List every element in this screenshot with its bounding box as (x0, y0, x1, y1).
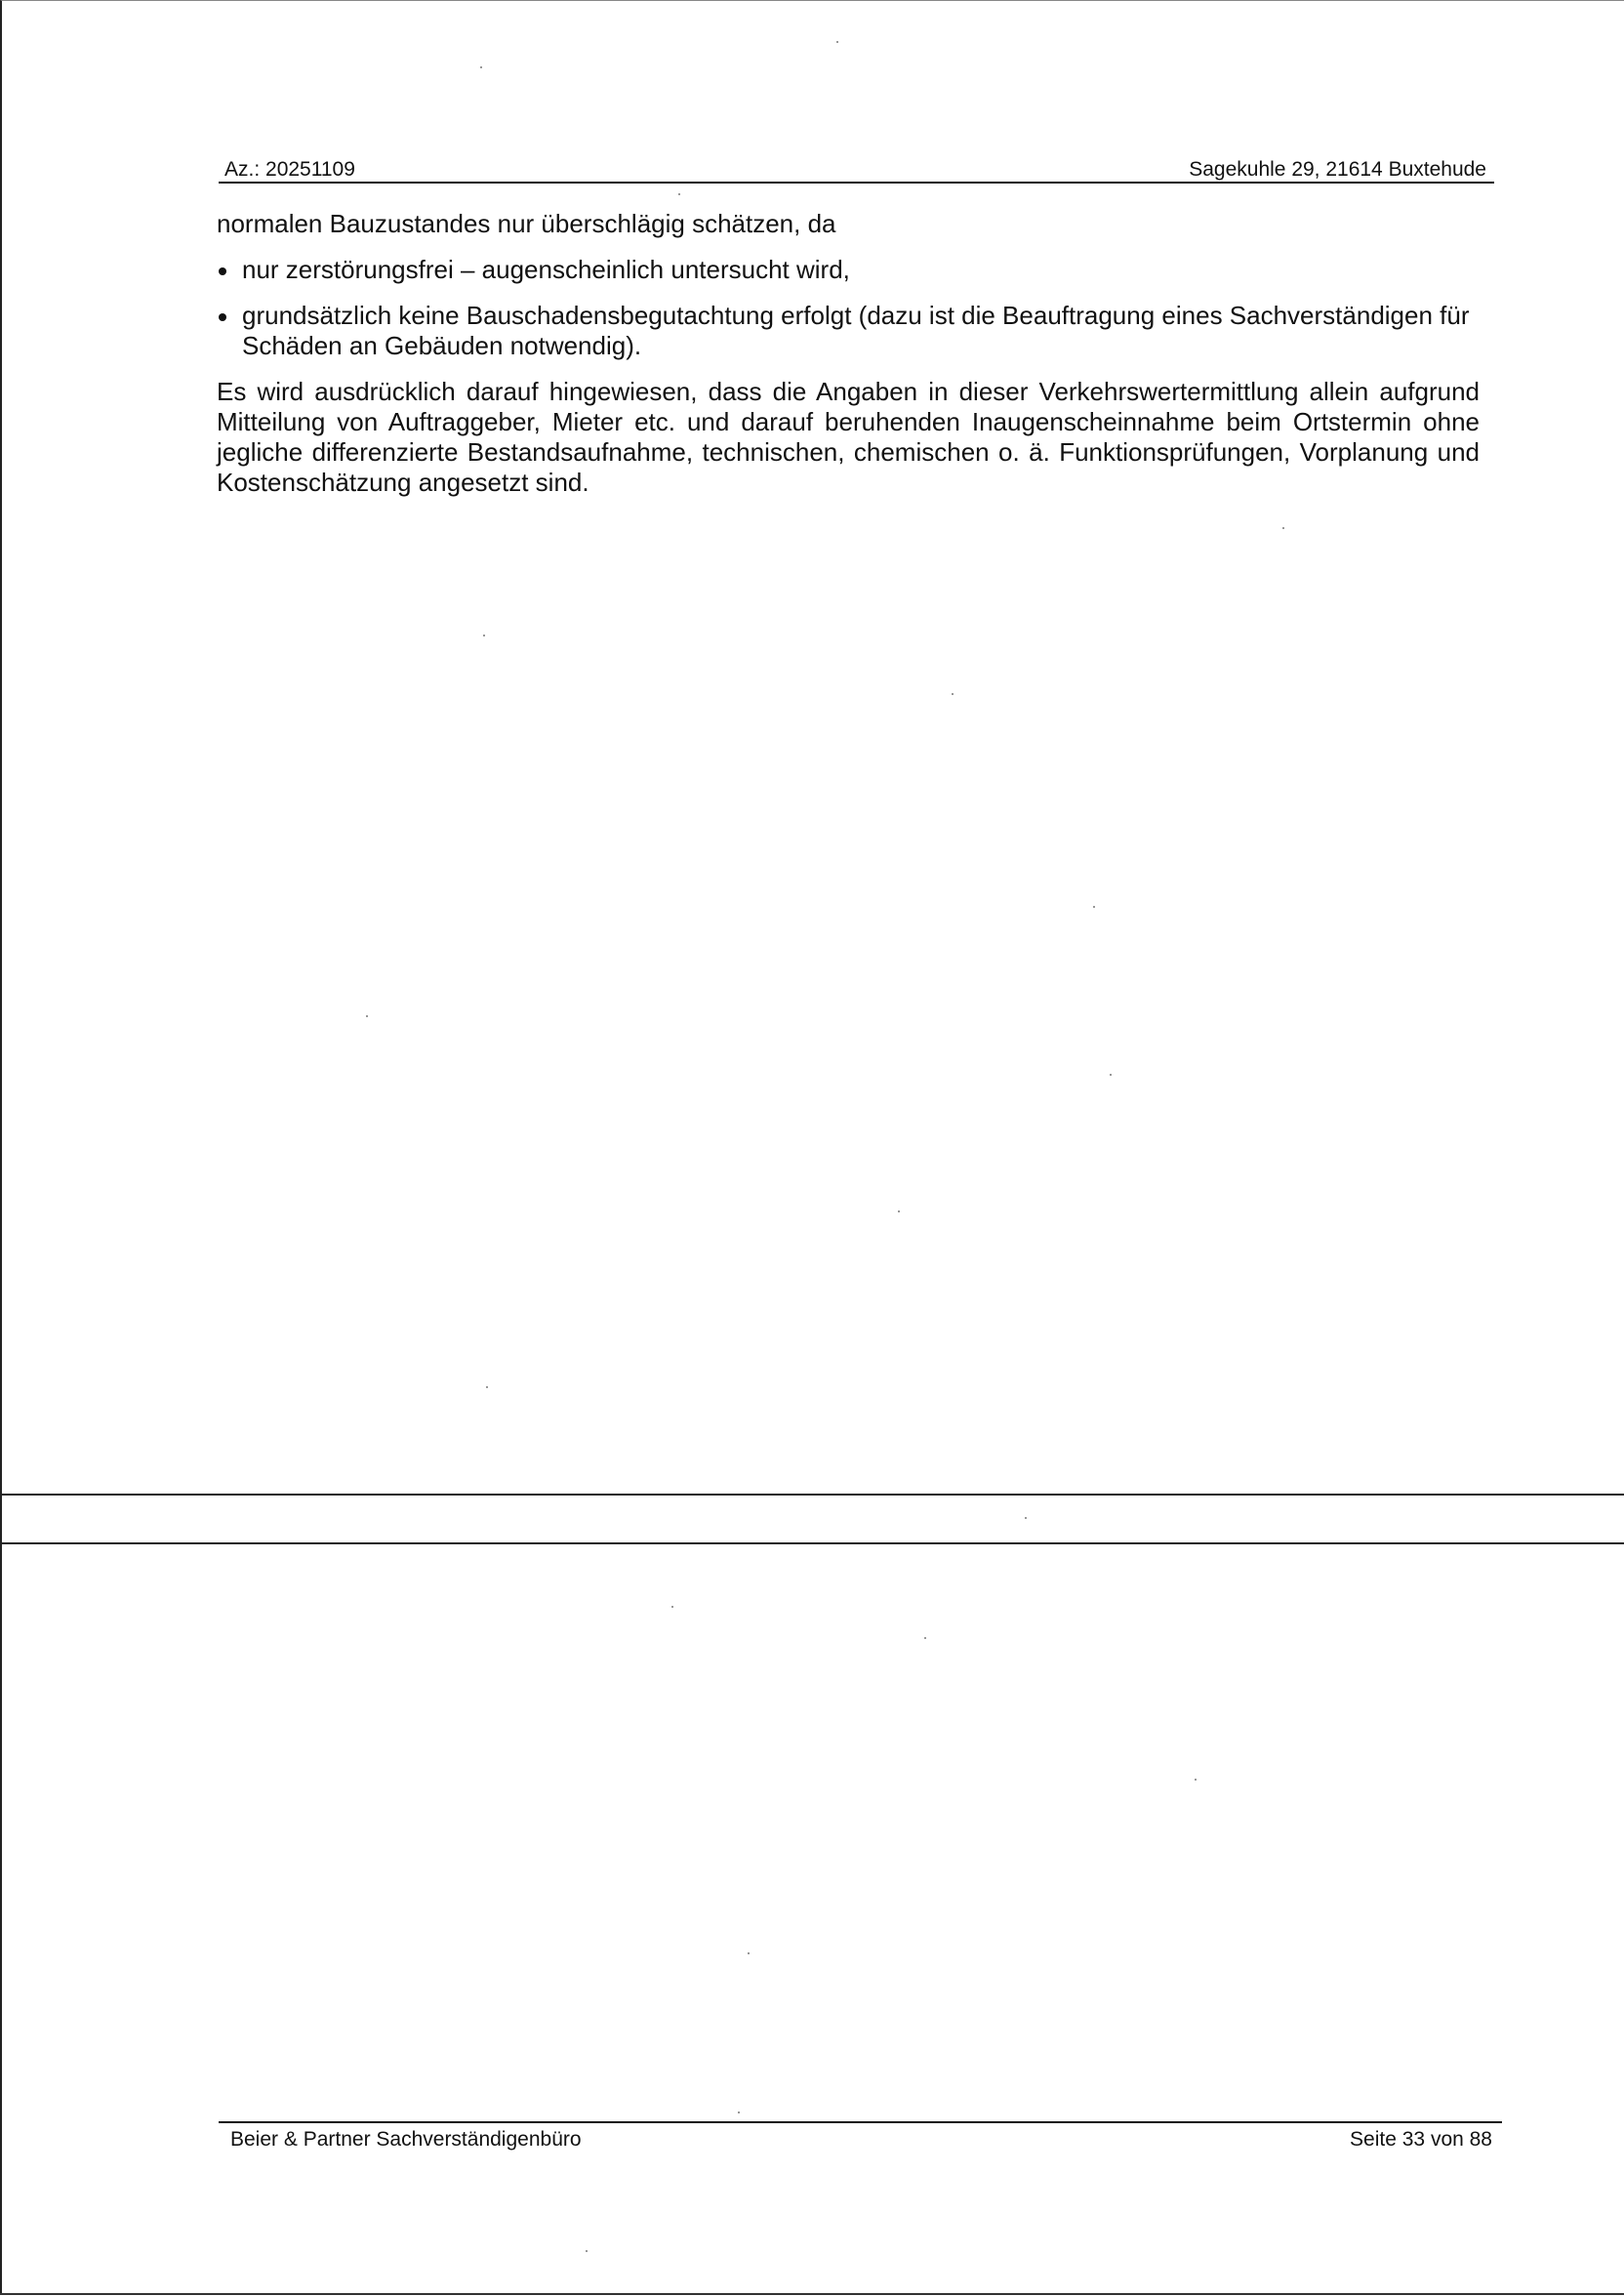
scan-divider-line (0, 1542, 1624, 1544)
property-address: Sagekuhle 29, 21614 Buxtehude (1189, 158, 1486, 181)
scan-speck (486, 1386, 488, 1388)
scan-speck (1110, 1074, 1112, 1076)
scan-speck (898, 1210, 900, 1212)
bullet-list (217, 255, 1480, 361)
scan-speck (836, 41, 838, 43)
document-body (217, 209, 1480, 498)
disclaimer-paragraph: Es wird ausdrücklich darauf hingewiesen, dass die Angaben in dieser Verkehrswertermittlung allein aufgrund Mitteilung von Auftraggeber, Mieter etc. und darauf beruhenden Inaugenscheinnahme beim Ortstermin ohne jegliche differenzierte Bestandsaufnahme, technischen, chemischen o. ä. Funktionsprüfungen, Vorplanung und Kostenschätzung angesetzt sind. (217, 377, 1480, 497)
scan-speck (480, 66, 482, 68)
bullet-item: nur zerstörungsfrei – augenscheinlich untersucht wird, (217, 255, 1480, 285)
scan-speck (748, 1952, 750, 1954)
scan-speck (738, 2112, 740, 2113)
scan-speck (586, 2250, 588, 2252)
company-name: Beier & Partner Sachverständigenbüro (230, 2128, 582, 2151)
scan-divider-line (0, 1494, 1624, 1496)
scan-speck (1282, 527, 1284, 529)
scan-speck (924, 1637, 926, 1639)
scan-speck (1093, 906, 1095, 908)
scan-speck (483, 635, 485, 636)
scan-speck (678, 193, 680, 195)
page-bottom-edge (0, 2293, 1624, 2295)
page-footer (219, 2121, 1502, 2154)
page-header (219, 155, 1494, 184)
intro-text: normalen Bauzustandes nur überschlägig schätzen, da (217, 209, 836, 238)
page-number: Seite 33 von 88 (1350, 2128, 1492, 2151)
scan-speck (366, 1015, 368, 1017)
scan-speck (671, 1606, 673, 1608)
scan-speck (952, 693, 954, 695)
scan-speck (1025, 1517, 1027, 1519)
scan-speck (1195, 1779, 1197, 1781)
file-reference: Az.: 20251109 (224, 158, 355, 181)
bullet-item: grundsätzlich keine Bauschadensbegutachtung erfolgt (dazu ist die Beauftragung eines Sachverständigen für Schäden an Gebäuden notwendig). (217, 301, 1480, 361)
